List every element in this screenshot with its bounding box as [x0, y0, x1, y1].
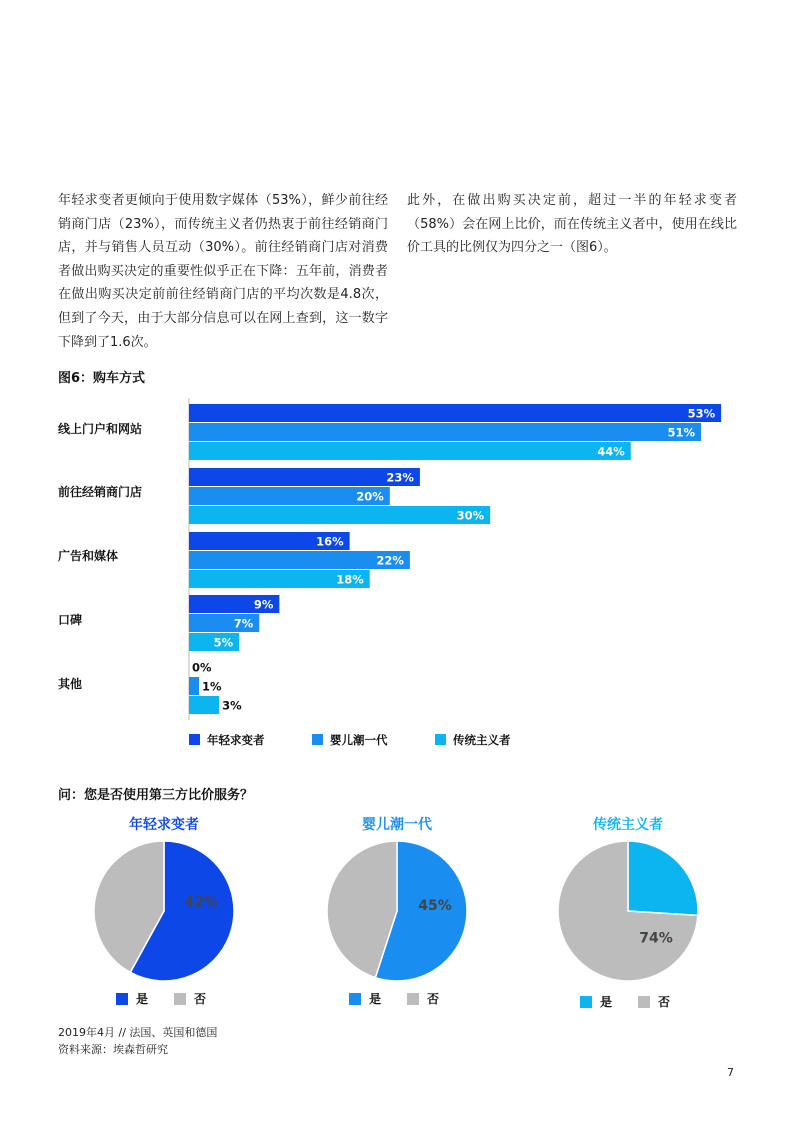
legend-swatch-yes [349, 993, 361, 1005]
pie-slice [628, 841, 698, 915]
legend-label-yes: 是 [369, 992, 382, 1006]
bar-value-label: 7% [233, 616, 254, 631]
pie-title: 婴儿潮一代 [362, 817, 432, 833]
category-label: 广告和媒体 [58, 549, 119, 563]
bar-value-label: 20% [356, 489, 384, 504]
category-label: 口碑 [58, 613, 83, 627]
legend-swatch-no [174, 993, 186, 1005]
bar-value-label: 44% [597, 444, 625, 459]
bar-value-label: 51% [667, 425, 696, 440]
bar-value-label: 0% [192, 660, 212, 675]
pie-chart [327, 816, 467, 1006]
legend-label: 传统主义者 [453, 733, 511, 747]
legend-label-yes: 是 [136, 992, 149, 1006]
footer-source: 资料来源：埃森哲研究 [58, 1043, 168, 1056]
category-label: 线上门户和网站 [58, 422, 143, 436]
question-text: 问：您是否使用第三方比价服务？ [58, 788, 254, 803]
footer-date: 2019年4月 // 法国、英国和德国 [58, 1026, 218, 1039]
paragraph-right: 此外，在做出购买决定前，超过一半的年轻求变者（58%）会在网上比价，而在传统主义者中，使用在线比价工具的比例仅为四分之一（图6）。 [407, 193, 737, 256]
bar-value-label: 9% [253, 597, 274, 612]
pie-title: 年轻求变者 [129, 817, 199, 833]
legend-label-no: 否 [427, 992, 440, 1006]
legend-label: 年轻求变者 [207, 733, 265, 747]
paragraph-left: 年轻求变者更倾向于使用数字媒体（53%），鲜少前往经销商门店（23%），而传统主义者仍热衷于前往经销商门店，并与销售人员互动（30%）。前往经销商门店对消费者做出购买决定的重要性似乎正在下降：五年前，消费者在做出购买决定前前往经销商门店的平均次数是4.8次，但到了今天，由于大部分信息可以在网上查到，这一数字下降到了1.6次。 [58, 193, 388, 350]
bar-value-label: 22% [376, 553, 404, 568]
category-label: 前往经销商门店 [58, 485, 143, 499]
pie-chart [558, 816, 698, 1009]
pie-slice-label: 45% [418, 897, 452, 914]
bar-value-label: 3% [222, 698, 242, 713]
legend-swatch-yes [580, 996, 592, 1008]
pie-chart [94, 816, 234, 1006]
pie-slice-label: 42% [184, 894, 219, 911]
bar-value-label: 18% [336, 572, 364, 587]
legend-label-no: 否 [194, 992, 207, 1006]
bar-value-label: 5% [213, 635, 234, 650]
figure-title: 图6：购车方式 [58, 371, 146, 386]
bar-value-label: 30% [456, 508, 485, 523]
bar-value-label: 1% [202, 679, 222, 694]
page-number: 7 [727, 1066, 734, 1079]
legend-label-yes: 是 [600, 995, 613, 1009]
category-label: 其他 [58, 677, 83, 691]
legend-swatch-no [638, 996, 650, 1008]
legend-label-no: 否 [658, 995, 671, 1009]
legend-swatch-no [407, 993, 419, 1005]
legend-swatch-yes [116, 993, 128, 1005]
bar-value-label: 53% [687, 406, 716, 421]
pie-slice-label: 74% [639, 930, 673, 947]
bar-value-label: 16% [316, 534, 344, 549]
legend-label: 婴儿潮一代 [330, 733, 388, 747]
pie-title: 传统主义者 [593, 817, 663, 833]
bar-value-label: 23% [386, 470, 414, 485]
